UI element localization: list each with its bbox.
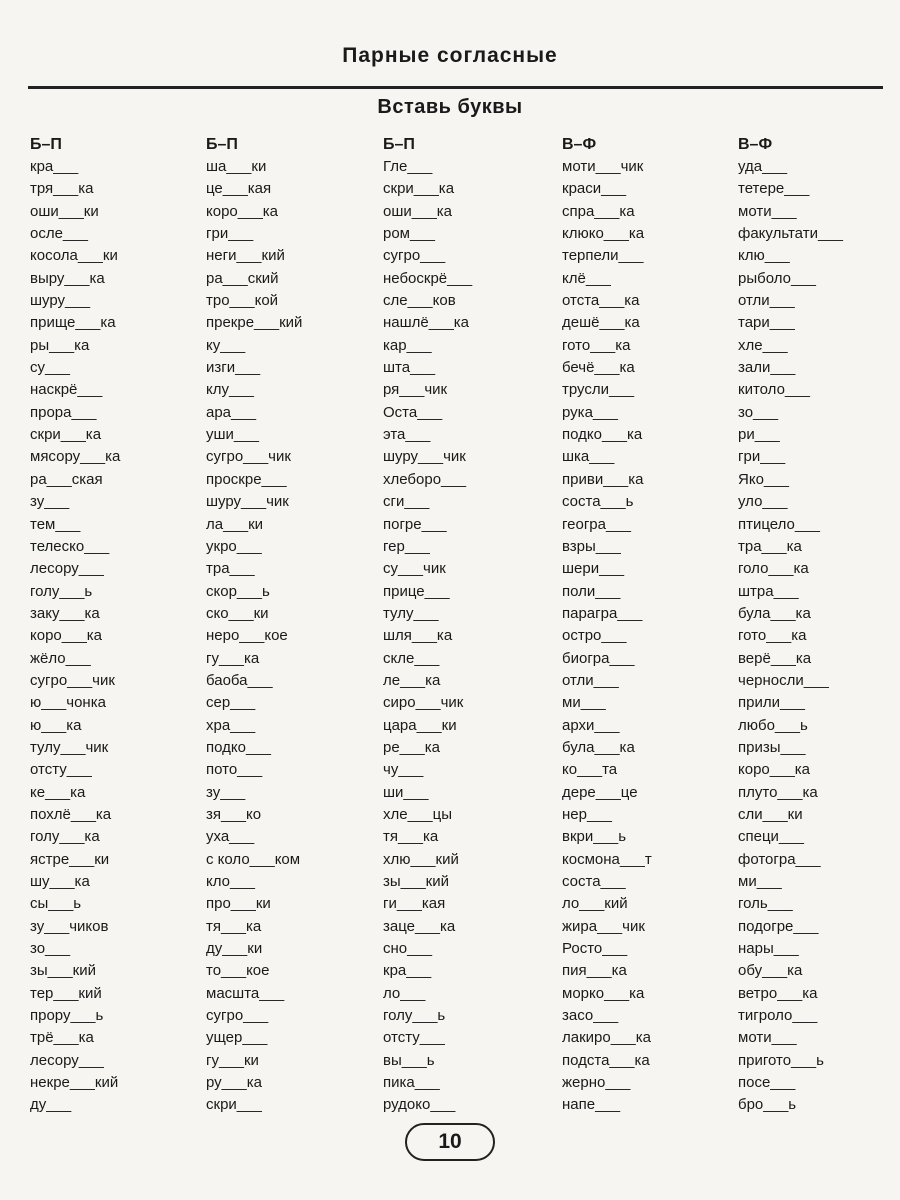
column-header: Б–П [30,136,62,153]
fill-in-word: шуру___чик [206,493,289,511]
fill-in-word: хра___ [206,716,256,734]
fill-in-word: черносли___ [738,671,829,689]
fill-in-word: сугро___ [206,1007,269,1025]
fill-in-word: архи___ [562,716,620,734]
fill-in-word: спра___ка [562,202,635,220]
fill-in-word: погре___ [383,515,447,533]
fill-in-word: зали___ [738,359,796,377]
fill-in-word: була___ка [738,604,811,622]
fill-in-word: прище___ка [30,314,116,332]
fill-in-word: плуто___ка [738,783,818,801]
fill-in-word: специ___ [738,828,804,846]
fill-in-word: отли___ [562,671,619,689]
fill-in-word: лакиро___ка [562,1029,651,1047]
fill-in-word: косола___ки [30,247,118,265]
fill-in-word: голо___ка [738,560,809,578]
fill-in-word: моти___ [738,202,797,220]
fill-in-word: уши___ [206,426,259,444]
fill-in-word: остро___ [562,627,627,645]
fill-in-word: зы___кий [383,873,450,890]
fill-in-word: рудоко___ [383,1096,456,1114]
fill-in-word: отсту___ [30,761,92,779]
fill-in-word: нер___ [562,805,612,823]
fill-in-word: прили___ [738,694,806,712]
fill-in-word: голь___ [738,895,793,913]
fill-in-word: скри___ка [30,426,102,444]
fill-in-word: голу___ь [383,1007,446,1025]
fill-in-word: жёло___ [30,649,91,667]
fill-in-word: ду___ки [206,940,263,958]
fill-in-word: шля___ка [383,627,453,645]
fill-in-word: пика___ [383,1074,440,1092]
fill-in-word: осле___ [30,225,88,243]
fill-in-word: лесору___ [30,1051,104,1069]
fill-in-word: терпели___ [562,247,644,265]
fill-in-word: хле___цы [383,805,452,823]
fill-in-word: ша___ки [206,158,267,175]
fill-in-word: ястре___ки [30,850,110,868]
fill-in-word: ку___ [206,336,246,354]
fill-in-word: моти___ [738,1029,797,1047]
column-header: Б–П [383,136,415,153]
fill-in-word: укро___ [206,537,262,555]
fill-in-word: гото___ка [738,627,807,645]
fill-in-word: коро___ка [206,202,279,220]
fill-in-word: космона___т [562,850,652,868]
fill-in-word: клю___ [738,247,790,265]
fill-in-word: жерно___ [562,1074,631,1092]
fill-in-word: тро___кой [206,292,279,310]
fill-in-word: обу___ка [738,962,803,980]
fill-in-word: мясору___ка [30,448,121,466]
fill-in-word: отли___ [738,292,795,310]
fill-in-word: нашлё___ка [383,314,470,332]
fill-in-word: приви___ка [562,470,644,488]
fill-in-word: шуру___чик [383,448,466,466]
fill-in-word: гер___ [383,537,430,555]
fill-in-word: тулу___ [383,604,439,622]
fill-in-word: кар___ [383,336,432,354]
word-list [383,156,553,1117]
fill-in-word: ко___та [562,761,618,779]
fill-in-word: трусли___ [562,381,635,399]
title-divider [28,86,883,89]
fill-in-word: верё___ка [738,649,812,667]
word-list [206,156,376,1117]
fill-in-word: хле___ [738,336,788,354]
fill-in-word: вы___ь [383,1051,435,1069]
fill-in-word: тря___ка [30,180,94,198]
fill-in-word: ры___ка [30,336,90,354]
fill-in-word: сы___ь [30,895,82,913]
fill-in-word: кло___ [206,873,256,890]
fill-in-word: тер___кий [30,984,102,1002]
column-header: В–Ф [562,136,597,153]
fill-in-word: масшта___ [206,984,285,1002]
fill-in-word: клё___ [562,269,611,287]
fill-in-word: ря___чик [383,381,448,399]
fill-in-word: засо___ [562,1007,619,1025]
fill-in-word: сиро___чик [383,694,464,712]
fill-in-word: Яко___ [738,470,789,488]
fill-in-word: соста___ [562,873,626,890]
fill-in-word: взры___ [562,537,621,555]
fill-in-word: телеско___ [30,537,110,555]
fill-in-word: шери___ [562,560,625,578]
word-list [738,156,900,1117]
exercise-instruction: Вставь буквы [377,96,523,118]
fill-in-word: тулу___чик [30,738,109,756]
fill-in-word: поли___ [562,582,621,600]
word-column [206,134,376,1117]
page-number: 10 [405,1123,495,1161]
fill-in-word: ле___ка [383,671,441,689]
fill-in-word: заце___ка [383,917,456,935]
fill-in-word: подогре___ [738,917,819,935]
fill-in-word: оши___ки [30,202,99,220]
fill-in-word: сугро___чик [206,448,291,466]
fill-in-word: изги___ [206,359,261,377]
fill-in-word: хлю___кий [383,850,459,868]
fill-in-word: тя___ка [383,828,439,846]
fill-in-word: тигроло___ [738,1007,818,1025]
fill-in-word: ветро___ка [738,984,818,1002]
fill-in-word: лесору___ [30,560,104,578]
word-column [383,134,553,1117]
page-title: Парные согласные [342,44,558,67]
fill-in-word: заку___ка [30,604,100,622]
fill-in-word: зо___ [738,403,779,421]
column-header: В–Ф [738,136,773,153]
fill-in-word: вкри___ь [562,828,627,846]
fill-in-word: су___чик [383,560,446,578]
fill-in-word: скор___ь [206,582,270,600]
fill-in-word: сно___ [383,940,433,958]
fill-in-word: прице___ [383,582,450,600]
fill-in-word: Оста___ [383,403,443,421]
fill-in-word: эта___ [383,426,431,444]
fill-in-word: факультати___ [738,225,843,243]
fill-in-word: отсту___ [383,1029,445,1047]
fill-in-word: зу___ [206,783,246,801]
fill-in-word: с коло___ком [206,850,301,868]
fill-in-word: соста___ь [562,493,634,511]
fill-in-word: ара___ [206,403,257,421]
fill-in-word: сли___ки [738,805,803,823]
fill-in-word: жира___чик [562,917,645,935]
fill-in-word: ра___ская [30,470,103,488]
fill-in-word: коро___ка [738,761,811,779]
fill-in-word: ло___кий [562,895,628,913]
fill-in-word: морко___ка [562,984,645,1002]
fill-in-word: краси___ [562,180,627,198]
fill-in-word: ду___ [30,1096,72,1114]
fill-in-word: була___ка [562,738,635,756]
fill-in-word: рыболо___ [738,269,817,287]
fill-in-word: ке___ка [30,783,86,801]
fill-in-word: Гле___ [383,158,433,175]
fill-in-word: подста___ка [562,1051,650,1069]
fill-in-word: тари___ [738,314,795,332]
fill-in-word: уда___ [738,158,788,175]
fill-in-word: су___ [30,359,71,377]
fill-in-word: ши___ [383,783,429,801]
fill-in-word: прекре___кий [206,314,303,332]
fill-in-word: фотогра___ [738,850,821,868]
fill-in-word: гри___ [206,225,254,243]
word-column [562,134,732,1117]
fill-in-word: неро___кое [206,627,288,645]
fill-in-word: посе___ [738,1074,796,1092]
fill-in-word: рука___ [562,403,618,421]
fill-in-word: сле___ков [383,292,456,310]
fill-in-word: шуру___ [30,292,91,310]
fill-in-word: ущер___ [206,1029,268,1047]
fill-in-word: оши___ка [383,202,453,220]
fill-in-word: ю___чонка [30,694,106,712]
fill-in-word: небоскрё___ [383,269,473,287]
fill-in-word: прору___ь [30,1007,104,1025]
fill-in-word: Росто___ [562,940,628,958]
fill-in-word: зо___ [30,940,71,958]
fill-in-word: зу___чиков [30,917,109,935]
fill-in-word: подко___ка [562,426,643,444]
fill-in-word: кра___ [383,962,432,980]
word-columns [0,134,900,1134]
fill-in-word: похлё___ка [30,805,112,823]
fill-in-word: зя___ко [206,805,262,823]
fill-in-word: отста___ка [562,292,640,310]
fill-in-word: напе___ [562,1096,621,1114]
fill-in-word: клюко___ка [562,225,645,243]
fill-in-word: ю___ка [30,716,82,734]
fill-in-word: зу___ [30,493,70,511]
fill-in-word: сугро___чик [30,671,115,689]
fill-in-word: прора___ [30,403,97,421]
fill-in-word: дере___це [562,783,638,801]
fill-in-word: выру___ка [30,269,105,287]
fill-in-word: трё___ка [30,1029,94,1047]
fill-in-word: баоба___ [206,671,273,689]
fill-in-word: чу___ [383,761,424,779]
fill-in-word: моти___чик [562,158,644,175]
fill-in-word: ре___ка [383,738,440,756]
fill-in-word: ла___ки [206,515,264,533]
fill-in-word: ско___ки [206,604,269,622]
fill-in-word: бечё___ка [562,359,635,377]
fill-in-word: сер___ [206,694,256,712]
fill-in-word: про___ки [206,895,271,913]
fill-in-word: то___кое [206,962,270,980]
fill-in-word: шу___ка [30,873,90,890]
fill-in-word: тра___ [206,560,255,578]
fill-in-word: гу___ка [206,649,260,667]
fill-in-word: биогра___ [562,649,635,667]
fill-in-word: шка___ [562,448,615,466]
fill-in-word: китоло___ [738,381,810,399]
fill-in-word: скри___ка [383,180,455,198]
fill-in-word: некре___кий [30,1074,119,1092]
column-header: Б–П [206,136,238,153]
fill-in-word: цара___ки [383,716,457,734]
word-column [738,134,900,1117]
word-list [562,156,732,1117]
fill-in-word: гри___ [738,448,786,466]
fill-in-word: ги___кая [383,895,446,913]
fill-in-word: гото___ка [562,336,631,354]
fill-in-word: парагра___ [562,604,643,622]
fill-in-word: ло___ [383,984,426,1002]
fill-in-word: гу___ки [206,1051,259,1069]
fill-in-word: клу___ [206,381,255,399]
fill-in-word: наскрё___ [30,381,103,399]
fill-in-word: нары___ [738,940,799,958]
fill-in-word: голу___ь [30,582,93,600]
fill-in-word: шта___ [383,359,436,377]
fill-in-word: коро___ка [30,627,103,645]
fill-in-word: пия___ка [562,962,627,980]
fill-in-word: подко___ [206,738,271,756]
fill-in-word: уло___ [738,493,788,511]
fill-in-word: тем___ [30,515,81,533]
fill-in-word: скле___ [383,649,440,667]
fill-in-word: кра___ [30,158,79,175]
fill-in-word: хлеборо___ [383,470,467,488]
fill-in-word: дешё___ка [562,314,640,332]
fill-in-word: сги___ [383,493,430,511]
fill-in-word: ру___ка [206,1074,262,1092]
fill-in-word: птицело___ [738,515,820,533]
fill-in-word: тетере___ [738,180,810,198]
fill-in-word: ми___ [738,873,782,890]
fill-in-word: пото___ [206,761,263,779]
fill-in-word: ром___ [383,225,436,243]
fill-in-word: ми___ [562,694,606,712]
fill-in-word: призы___ [738,738,806,756]
fill-in-word: любо___ь [738,716,808,734]
fill-in-word: тя___ка [206,917,262,935]
fill-in-word: ра___ский [206,269,279,287]
fill-in-word: неги___кий [206,247,285,265]
fill-in-word: це___кая [206,180,272,198]
word-column [30,134,200,1117]
fill-in-word: пригото___ь [738,1051,824,1069]
fill-in-word: штра___ [738,582,799,600]
fill-in-word: бро___ь [738,1096,797,1114]
fill-in-word: сугро___ [383,247,446,265]
fill-in-word: голу___ка [30,828,100,846]
fill-in-word: скри___ [206,1096,262,1114]
fill-in-word: проскре___ [206,470,287,488]
fill-in-word: ри___ [738,426,780,444]
fill-in-word: уха___ [206,828,255,846]
fill-in-word: геогра___ [562,515,632,533]
word-list [30,156,200,1117]
fill-in-word: зы___кий [30,962,97,980]
fill-in-word: тра___ка [738,537,802,555]
